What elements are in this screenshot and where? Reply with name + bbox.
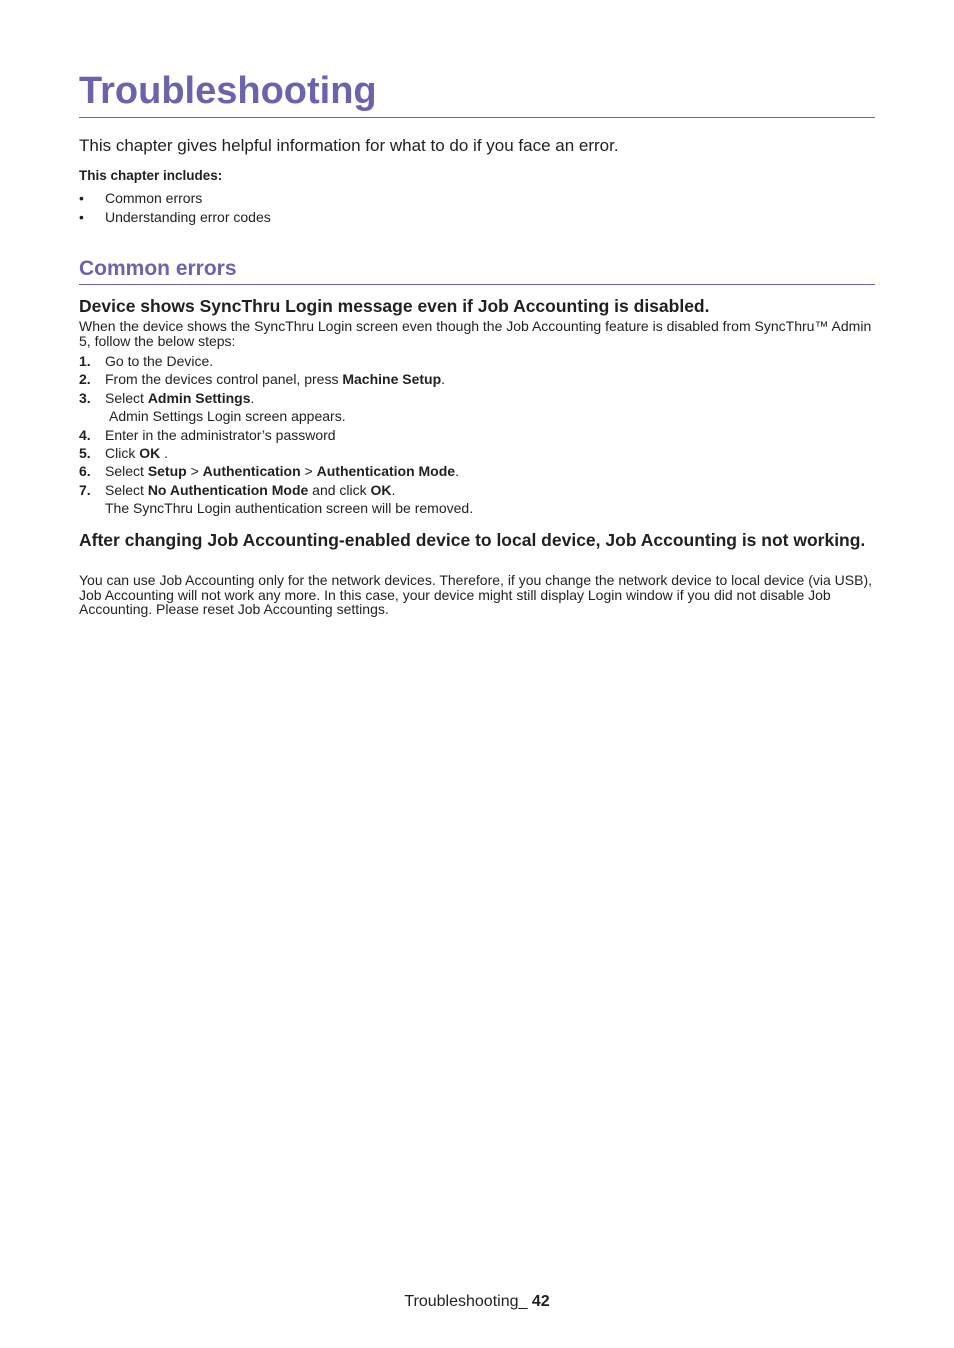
ui-term: Authentication [202,463,301,480]
step-text: Select [105,389,148,406]
issue2-body: You can use Job Accounting only for the network devices. Therefore, if you change the network device to local device (via USB), Job Accounting will not work any more. In this case, your device might still display Login window if you did not disable Job Accounting. Please reset Job Accounting settings. [79,572,873,618]
chapter-includes-list [79,189,271,226]
step-number: 5. [79,445,91,462]
step-text: > [186,463,203,480]
list-item-label: Understanding error codes [105,208,271,225]
chapter-includes-label: This chapter includes: [79,168,223,183]
issue1-body: When the device shows the SyncThru Login screen even though the Job Accounting feature is disabled from SyncThru™ Admin 5, follow the below steps: [79,318,872,349]
ui-term: OK [139,445,161,462]
ui-term: No Authentication Mode [147,481,309,498]
chapter-intro: This chapter gives helpful information for what to do if you face an error. [79,136,619,155]
issue1-steps [79,352,875,518]
step-number: 6. [79,463,91,480]
step-text: . [160,445,169,462]
section-divider [79,284,875,285]
section-title: Common errors [79,257,237,280]
bullet-icon: • [79,190,84,206]
step-item [79,352,875,370]
step-item [79,426,875,444]
chapter-title: Troubleshooting [79,70,377,112]
step-number: 2. [79,371,91,388]
step-text: . [441,371,446,388]
issue2-heading: After changing Job Accounting-enabled device to local device, Job Accounting is not working. [79,530,866,550]
step-text: Select [105,463,148,480]
title-divider [79,117,875,118]
list-item [79,189,271,208]
page-footer [0,1292,954,1312]
ui-term: OK [370,481,392,498]
step-item [79,481,875,518]
footer-label: Troubleshooting_ [404,1293,532,1310]
step-item [79,462,875,480]
page-number: 42 [531,1293,550,1310]
ui-term: Setup [147,463,187,480]
step-text: . [455,463,459,480]
issue1-heading: Device shows SyncThru Login message even if Job Accounting is disabled. [79,296,710,316]
step-text: Select [105,481,148,498]
bullet-icon: • [79,208,84,225]
step-item [79,389,875,426]
ui-term: Authentication Mode [316,463,456,480]
step-text: Enter in the administrator’s password [105,426,336,443]
step-note: Admin Settings Login screen appears. [109,408,346,425]
step-number: 1. [79,353,91,369]
step-number: 4. [79,426,91,443]
step-text: . [391,481,396,498]
step-text: Go to the Device. [105,353,214,369]
step-item [79,444,875,462]
list-item [79,208,271,227]
step-text: . [250,389,255,406]
step-item [79,370,875,388]
ui-term: Machine Setup [342,371,442,388]
step-text: > [300,463,317,480]
step-note: The SyncThru Login authentication screen will be removed. [105,500,474,517]
step-text: From the devices control panel, press [105,371,343,388]
step-number: 3. [79,389,91,406]
step-text: Click [105,445,140,462]
ui-term: Admin Settings [147,389,251,406]
list-item-label: Common errors [105,190,203,206]
step-text: and click [308,481,371,498]
step-number: 7. [79,481,91,498]
